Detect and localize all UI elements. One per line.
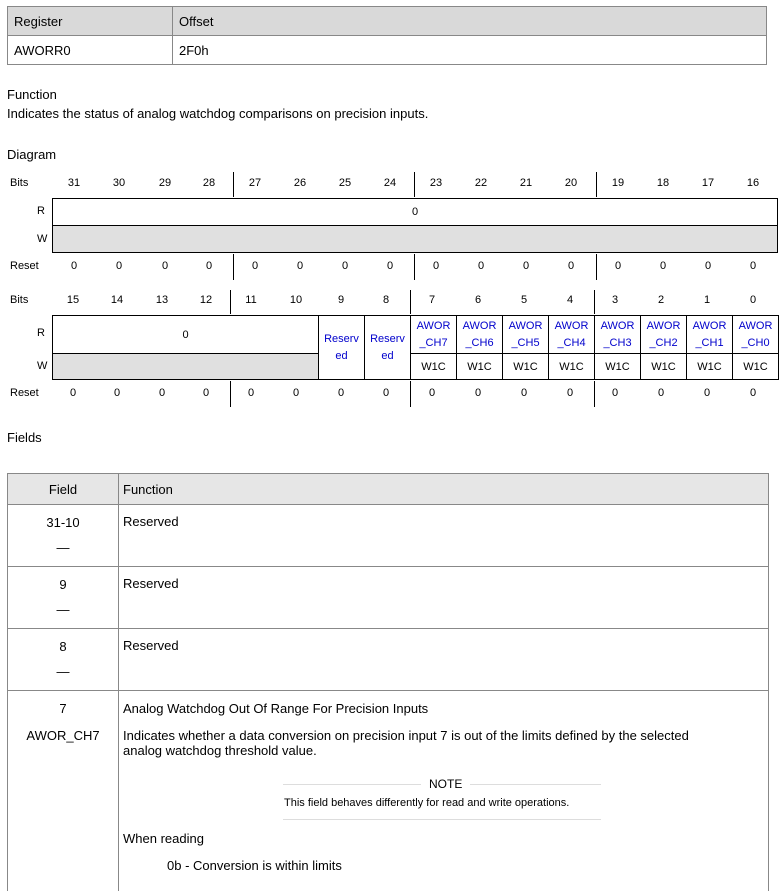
reset-value: 0 xyxy=(70,260,78,272)
bit-number: 19 xyxy=(611,177,625,189)
note-text: This field behaves differently for read and write operations. xyxy=(284,797,570,809)
reading-value-0b: 0b - Conversion is within limits xyxy=(167,858,342,873)
diagram-heading: Diagram xyxy=(7,147,57,162)
reserved-text: Reserv xyxy=(324,332,359,345)
description-line: analog watchdog threshold value. xyxy=(123,743,317,758)
reset-value: 0 xyxy=(703,387,711,399)
bit-number: 14 xyxy=(110,294,124,306)
r-label: R xyxy=(37,327,45,339)
nibble-separator xyxy=(230,381,231,407)
function-col-header: Function xyxy=(123,482,173,497)
field-name: — xyxy=(56,602,70,617)
write-access-cell: W1C xyxy=(502,353,549,380)
bit-number: 23 xyxy=(429,177,443,189)
write-value-cell xyxy=(52,353,319,380)
bit-number: 26 xyxy=(293,177,307,189)
reset-value: 0 xyxy=(161,260,169,272)
offset-header: Offset xyxy=(173,7,767,36)
reset-value: 0 xyxy=(749,387,757,399)
bits-label: Bits xyxy=(10,294,29,306)
function-heading: Function xyxy=(7,87,57,102)
fields-heading: Fields xyxy=(7,430,42,445)
register-header: Register xyxy=(8,7,173,36)
bit-number: 21 xyxy=(519,177,533,189)
field-function: Reserved xyxy=(123,638,179,653)
reserved-cell xyxy=(318,315,365,380)
field-bits: 7 xyxy=(59,701,67,716)
write-access-cell: W1C xyxy=(456,353,503,380)
reset-value: 0 xyxy=(341,260,349,272)
field-name-text: _CH0 xyxy=(741,336,770,349)
nibble-separator xyxy=(594,290,595,314)
reserved-text: ed xyxy=(335,349,348,362)
field-name-text: _CH6 xyxy=(465,336,494,349)
field-name-text: _CH1 xyxy=(695,336,724,349)
field-name-text: AWOR xyxy=(416,319,451,332)
reset-value: 0 xyxy=(477,260,485,272)
field-name-text: AWOR xyxy=(600,319,635,332)
reset-value: 0 xyxy=(205,260,213,272)
reset-value: 0 xyxy=(247,387,255,399)
bits-label: Bits xyxy=(10,177,29,189)
w-label: W xyxy=(37,360,48,372)
table-row xyxy=(8,504,768,566)
bit-number: 11 xyxy=(245,294,257,306)
bit-number: 29 xyxy=(158,177,172,189)
nibble-separator xyxy=(410,290,411,314)
field-name-text: AWOR xyxy=(554,319,589,332)
table-row xyxy=(8,566,768,628)
nibble-separator xyxy=(233,254,234,280)
field-description xyxy=(123,728,743,758)
reset-value: 0 xyxy=(749,260,757,272)
bit-number: 24 xyxy=(383,177,397,189)
reset-value: 0 xyxy=(522,260,530,272)
reset-value: 0 xyxy=(202,387,210,399)
bit-number: 12 xyxy=(199,294,213,306)
field-bits: 8 xyxy=(59,639,67,654)
reset-value: 0 xyxy=(659,260,667,272)
note-title: NOTE xyxy=(421,777,470,791)
field-name: — xyxy=(56,540,70,555)
field-name-cell xyxy=(594,315,641,354)
field-name-text: _CH5 xyxy=(511,336,540,349)
field-function: Reserved xyxy=(123,514,179,529)
reserved-text: Reserv xyxy=(370,332,405,345)
field-name-text: _CH3 xyxy=(603,336,632,349)
bit-number: 5 xyxy=(520,294,528,306)
field-name-cell xyxy=(686,315,733,354)
reset-value: 0 xyxy=(69,387,77,399)
field-name: AWOR_CH7 xyxy=(26,728,100,743)
bit-number: 16 xyxy=(746,177,760,189)
nibble-separator xyxy=(233,172,234,197)
reset-value: 0 xyxy=(337,387,345,399)
field-name-text: _CH4 xyxy=(557,336,586,349)
description-line: Indicates whether a data conversion on precision input 7 is out of the limits defined by the selected xyxy=(123,728,689,743)
bit-number: 7 xyxy=(428,294,436,306)
write-access-cell: W1C xyxy=(640,353,687,380)
field-name-text: AWOR xyxy=(646,319,681,332)
nibble-separator xyxy=(410,381,411,407)
w-label: W xyxy=(37,233,48,245)
reset-value: 0 xyxy=(158,387,166,399)
bit-number: 0 xyxy=(749,294,757,306)
write-access-cell: W1C xyxy=(732,353,779,380)
note-divider-bottom xyxy=(283,819,601,820)
write-access-cell: W1C xyxy=(686,353,733,380)
field-name-text: _CH2 xyxy=(649,336,678,349)
table-row xyxy=(8,628,768,690)
nibble-separator xyxy=(596,254,597,280)
bit-number: 13 xyxy=(155,294,169,306)
bit-number: 9 xyxy=(337,294,345,306)
when-reading-label: When reading xyxy=(123,831,204,846)
nibble-separator xyxy=(414,254,415,280)
field-name-cell xyxy=(640,315,687,354)
reset-value: 0 xyxy=(567,260,575,272)
field-name-cell xyxy=(548,315,595,354)
reset-value: 0 xyxy=(432,260,440,272)
reset-value: 0 xyxy=(382,387,390,399)
nibble-separator xyxy=(596,172,597,197)
field-name-cell xyxy=(732,315,779,354)
reserved-text: ed xyxy=(381,349,394,362)
reset-value: 0 xyxy=(386,260,394,272)
function-text: Indicates the status of analog watchdog comparisons on precision inputs. xyxy=(7,106,429,121)
bit-number: 1 xyxy=(703,294,711,306)
reset-value: 0 xyxy=(657,387,665,399)
field-name-text: AWOR xyxy=(508,319,543,332)
field-name: — xyxy=(56,664,70,679)
field-bits: 31-10 xyxy=(46,515,80,530)
register-name: AWORR0 xyxy=(8,36,173,65)
reset-value: 0 xyxy=(428,387,436,399)
register-table xyxy=(7,6,767,65)
field-function: Reserved xyxy=(123,576,179,591)
nibble-separator xyxy=(230,290,231,314)
field-name-text: _CH7 xyxy=(419,336,448,349)
reset-value: 0 xyxy=(704,260,712,272)
read-value-cell: 0 xyxy=(52,315,319,354)
field-name-cell xyxy=(502,315,549,354)
bit-number: 3 xyxy=(611,294,619,306)
reset-value: 0 xyxy=(292,387,300,399)
r-label: R xyxy=(37,205,45,217)
bit-number: 31 xyxy=(67,177,81,189)
write-access-cell: W1C xyxy=(410,353,457,380)
reset-value: 0 xyxy=(611,387,619,399)
fields-header-row xyxy=(8,473,768,504)
nibble-separator xyxy=(594,381,595,407)
bit-number: 8 xyxy=(382,294,390,306)
reset-value: 0 xyxy=(115,260,123,272)
reset-value: 0 xyxy=(474,387,482,399)
reset-label: Reset xyxy=(10,260,39,272)
bit-number: 22 xyxy=(474,177,488,189)
write-access-cell: W1C xyxy=(594,353,641,380)
bit-number: 15 xyxy=(66,294,80,306)
reset-value: 0 xyxy=(566,387,574,399)
reset-value: 0 xyxy=(520,387,528,399)
field-name-text: AWOR xyxy=(738,319,773,332)
bit-number: 20 xyxy=(564,177,578,189)
fields-table xyxy=(7,473,769,891)
reset-value: 0 xyxy=(113,387,121,399)
field-name-text: AWOR xyxy=(462,319,497,332)
field-name-text: AWOR xyxy=(692,319,727,332)
bit-number: 6 xyxy=(474,294,482,306)
reset-label: Reset xyxy=(10,387,39,399)
bit-number: 18 xyxy=(656,177,670,189)
bit-number: 27 xyxy=(248,177,262,189)
bit-number: 30 xyxy=(112,177,126,189)
bit-number: 10 xyxy=(289,294,303,306)
read-value-cell: 0 xyxy=(52,198,778,226)
register-offset: 2F0h xyxy=(173,36,767,65)
bit-number: 25 xyxy=(338,177,352,189)
field-bits: 9 xyxy=(59,577,67,592)
field-col-header: Field xyxy=(48,482,78,497)
field-name-cell xyxy=(410,315,457,354)
reserved-cell xyxy=(364,315,411,380)
field-name-cell xyxy=(456,315,503,354)
write-access-cell: W1C xyxy=(548,353,595,380)
reset-value: 0 xyxy=(296,260,304,272)
reset-value: 0 xyxy=(614,260,622,272)
table-row xyxy=(8,690,768,891)
bit-number: 28 xyxy=(202,177,216,189)
bit-number: 2 xyxy=(657,294,665,306)
field-function: Analog Watchdog Out Of Range For Precision Inputs xyxy=(123,701,429,716)
bit-number: 17 xyxy=(701,177,715,189)
reset-value: 0 xyxy=(251,260,259,272)
bit-number: 4 xyxy=(566,294,574,306)
write-value-cell xyxy=(52,225,778,253)
nibble-separator xyxy=(414,172,415,197)
